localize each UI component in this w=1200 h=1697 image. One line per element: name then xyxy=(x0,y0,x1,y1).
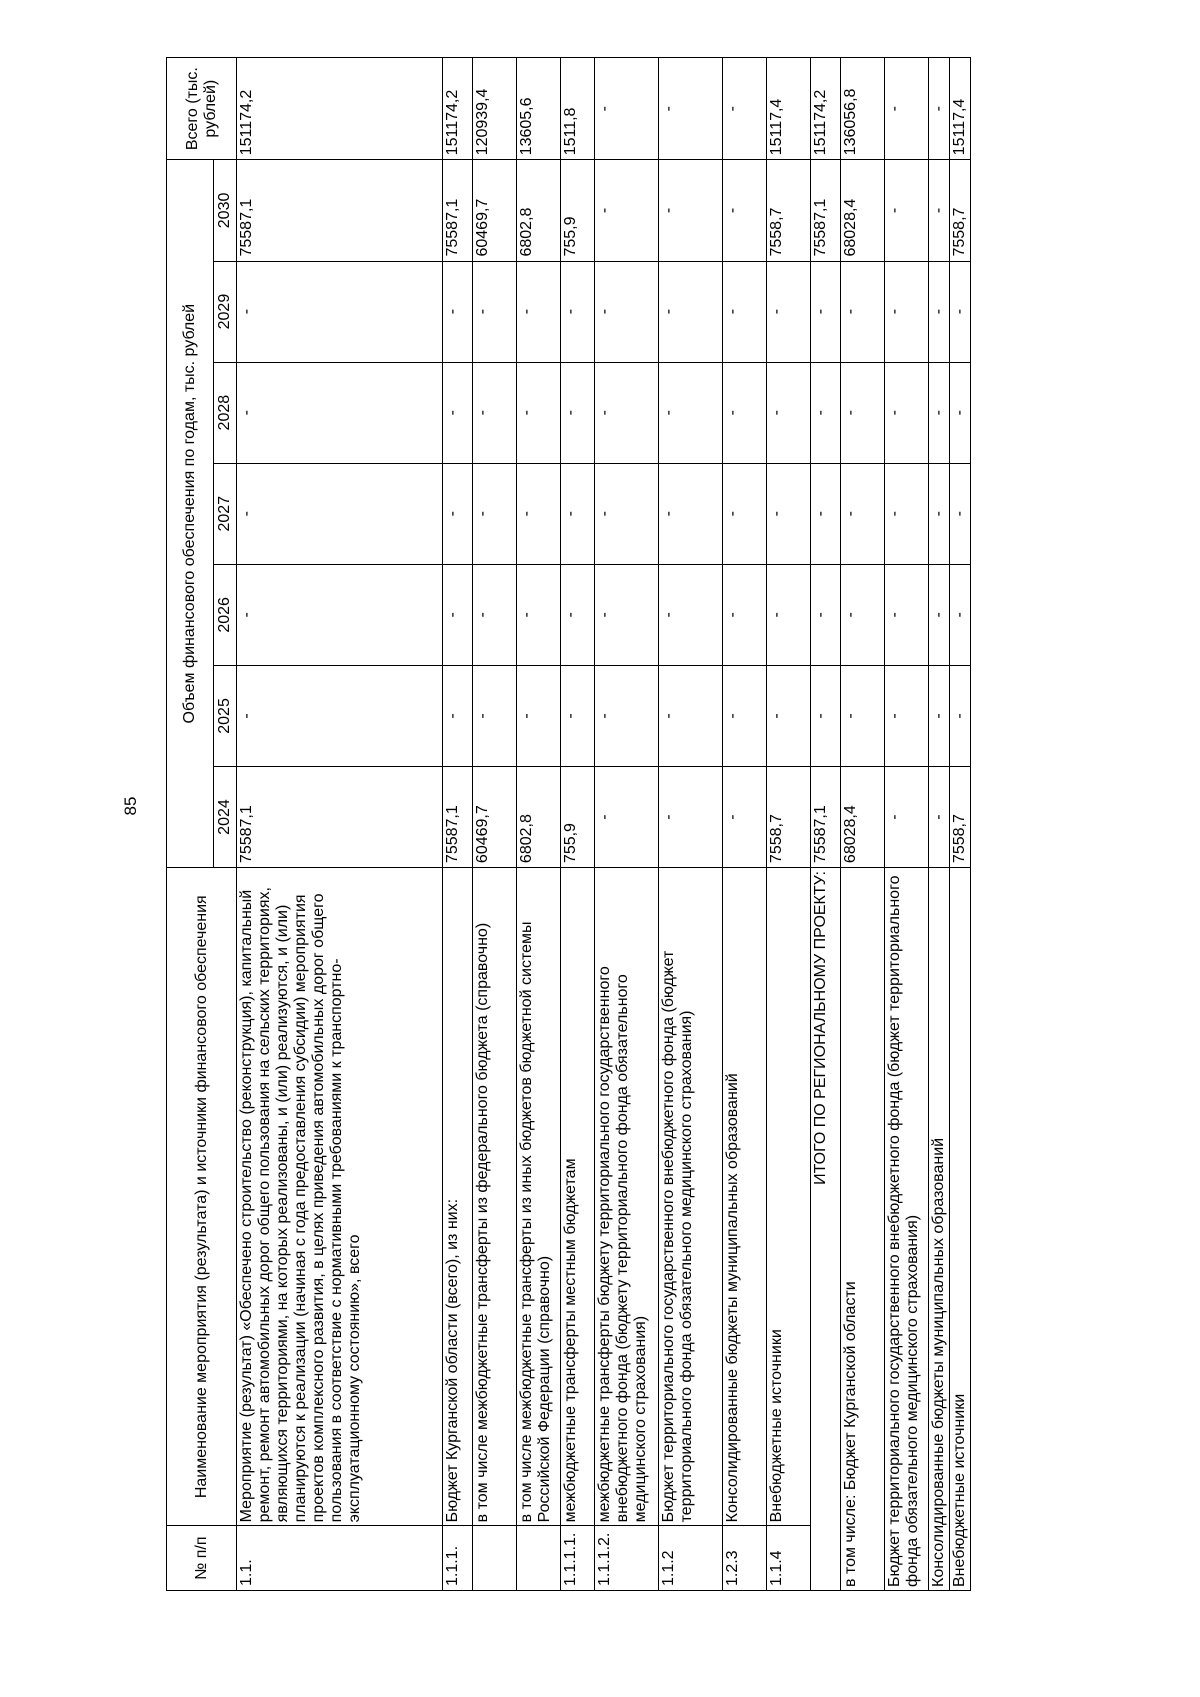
summary-year-value: - xyxy=(841,665,885,766)
row-total: 151174,2 xyxy=(237,58,443,160)
row-year-value: - xyxy=(659,766,723,867)
row-total: - xyxy=(595,58,659,160)
row-year-value: 7558,7 xyxy=(767,160,811,261)
row-year-value: 755,9 xyxy=(561,160,595,261)
row-year-value: - xyxy=(517,463,561,564)
summary-year-value: 75587,1 xyxy=(811,766,841,867)
header-total: Всего (тыс. рублей) xyxy=(167,58,237,160)
row-year-value: - xyxy=(595,766,659,867)
row-year-value: - xyxy=(659,160,723,261)
row-year-value: - xyxy=(237,665,443,766)
summary-year-value: - xyxy=(950,665,971,766)
header-year: 2028 xyxy=(214,362,237,463)
summary-year-value: - xyxy=(841,463,885,564)
row-total: 151174,2 xyxy=(443,58,473,160)
summary-year-value: - xyxy=(950,362,971,463)
summary-year-value: - xyxy=(885,362,929,463)
row-year-value: - xyxy=(517,564,561,665)
row-year-value: - xyxy=(237,261,443,362)
summary-row xyxy=(841,58,885,1591)
row-name: Внебюджетные источники xyxy=(767,868,811,1526)
summary-year-value: 75587,1 xyxy=(811,160,841,261)
row-year-value: - xyxy=(561,564,595,665)
summary-year-value: - xyxy=(841,564,885,665)
summary-year-value: - xyxy=(811,261,841,362)
row-number: 1.2.3 xyxy=(723,1526,767,1591)
table-body xyxy=(237,58,971,1591)
header-volume: Объем финансового обеспечения по годам, тыс. рублей xyxy=(167,160,214,868)
summary-total: 15117,4 xyxy=(950,58,971,160)
summary-year-value: 7558,7 xyxy=(950,766,971,867)
row-year-value: - xyxy=(517,362,561,463)
table-row xyxy=(767,58,811,1591)
row-year-value: - xyxy=(473,665,517,766)
summary-name: Консолидированные бюджеты муниципальных образований xyxy=(929,868,950,1591)
row-number: 1.1.2 xyxy=(659,1526,723,1591)
row-year-value: - xyxy=(443,362,473,463)
summary-year-value: - xyxy=(885,261,929,362)
row-year-value: 6802,8 xyxy=(517,766,561,867)
header-year: 2025 xyxy=(214,665,237,766)
header-year: 2024 xyxy=(214,766,237,867)
row-year-value: - xyxy=(723,665,767,766)
row-year-value: 75587,1 xyxy=(443,766,473,867)
header-year: 2027 xyxy=(214,463,237,564)
row-total: 120939,4 xyxy=(473,58,517,160)
summary-year-value: - xyxy=(841,362,885,463)
row-year-value: - xyxy=(517,261,561,362)
summary-year-value: - xyxy=(950,564,971,665)
rotated-table-wrapper xyxy=(166,57,1077,1591)
page-number: 85 xyxy=(121,796,140,816)
row-total: - xyxy=(723,58,767,160)
row-year-value: - xyxy=(237,463,443,564)
row-name: Бюджет территориального государственного внебюджетного фонда (бюджет территориального фонда обязательного медицинского страхования) xyxy=(659,868,723,1526)
row-year-value: - xyxy=(443,261,473,362)
row-year-value: - xyxy=(595,261,659,362)
row-year-value: - xyxy=(767,261,811,362)
row-number: 1.1. xyxy=(237,1526,443,1591)
row-year-value: - xyxy=(767,665,811,766)
summary-year-value: - xyxy=(929,160,950,261)
summary-year-value: - xyxy=(929,665,950,766)
row-year-value: - xyxy=(443,463,473,564)
row-total: - xyxy=(659,58,723,160)
table-row xyxy=(237,58,443,1591)
row-year-value: - xyxy=(473,362,517,463)
row-year-value: - xyxy=(473,564,517,665)
row-year-value: 60469,7 xyxy=(473,766,517,867)
summary-year-value: - xyxy=(841,261,885,362)
summary-total: - xyxy=(929,58,950,160)
summary-year-value: - xyxy=(929,463,950,564)
header-name: Наименование мероприятия (результата) и источники финансового обеспечения xyxy=(167,868,237,1526)
row-year-value: - xyxy=(595,564,659,665)
row-year-value: - xyxy=(659,362,723,463)
row-year-value: - xyxy=(723,362,767,463)
summary-year-value: - xyxy=(811,665,841,766)
summary-name: ИТОГО ПО РЕГИОНАЛЬНОМУ ПРОЕКТУ: xyxy=(811,868,841,1591)
row-number xyxy=(473,1526,517,1591)
summary-year-value: - xyxy=(929,261,950,362)
row-year-value: - xyxy=(659,665,723,766)
table-row xyxy=(561,58,595,1591)
row-year-value: - xyxy=(723,564,767,665)
row-year-value: - xyxy=(473,463,517,564)
row-year-value: - xyxy=(561,665,595,766)
table-row xyxy=(723,58,767,1591)
summary-year-value: - xyxy=(885,564,929,665)
summary-year-value: - xyxy=(885,766,929,867)
row-year-value: 75587,1 xyxy=(237,766,443,867)
row-year-value: - xyxy=(473,261,517,362)
summary-year-value: - xyxy=(929,362,950,463)
summary-year-value: - xyxy=(811,463,841,564)
row-year-value: - xyxy=(659,261,723,362)
summary-year-value: - xyxy=(885,665,929,766)
summary-year-value: 68028,4 xyxy=(841,160,885,261)
row-year-value: 755,9 xyxy=(561,766,595,867)
row-year-value: - xyxy=(561,261,595,362)
summary-year-value: 68028,4 xyxy=(841,766,885,867)
row-year-value: - xyxy=(723,766,767,867)
header-year: 2029 xyxy=(214,261,237,362)
header-num: № п/п xyxy=(167,1526,237,1591)
row-year-value: - xyxy=(443,564,473,665)
row-name: Бюджет Курганской области (всего), из них: xyxy=(443,868,473,1526)
row-year-value: - xyxy=(595,362,659,463)
summary-year-value: - xyxy=(950,463,971,564)
row-total: 13605,6 xyxy=(517,58,561,160)
row-year-value: - xyxy=(595,665,659,766)
header-year: 2026 xyxy=(214,564,237,665)
row-year-value: - xyxy=(767,463,811,564)
summary-year-value: - xyxy=(950,261,971,362)
row-total: 15117,4 xyxy=(767,58,811,160)
row-year-value: - xyxy=(723,160,767,261)
table-row xyxy=(659,58,723,1591)
table-row xyxy=(443,58,473,1591)
row-year-value: - xyxy=(561,463,595,564)
summary-name: Внебюджетные источники xyxy=(950,868,971,1591)
row-year-value: - xyxy=(237,362,443,463)
row-year-value: 6802,8 xyxy=(517,160,561,261)
row-name: Мероприятие (результат) «Обеспечено строительство (реконструкция), капитальный ремонт, ремонт автомобильных дорог общего пользования на сельских территориях, являющихся территориями, на которых реализованы, и (или) реализуются, и (или) планируются к реализации (начиная с года предоставления субсидии) мероприятия проектов комплексного развития, в целях приведения автомобильных дорог общего пользования в соответствие с нормативными требованиями к транспортно-эксплуатационному состоянию», всего xyxy=(237,868,443,1526)
summary-name: в том числе: Бюджет Курганской области xyxy=(841,868,885,1591)
row-year-value: - xyxy=(659,463,723,564)
row-year-value: - xyxy=(723,261,767,362)
row-year-value: - xyxy=(561,362,595,463)
table-row xyxy=(595,58,659,1591)
financing-table xyxy=(166,57,971,1591)
summary-row xyxy=(929,58,950,1591)
row-year-value: - xyxy=(659,564,723,665)
row-name: Консолидированные бюджеты муниципальных образований xyxy=(723,868,767,1526)
summary-year-value: - xyxy=(929,766,950,867)
row-name: в том числе межбюджетные трансферты из иных бюджетов бюджетной системы Российской Федерации (справочно) xyxy=(517,868,561,1526)
row-year-value: - xyxy=(595,463,659,564)
row-year-value: 75587,1 xyxy=(443,160,473,261)
row-number: 1.1.1.2. xyxy=(595,1526,659,1591)
summary-name: Бюджет территориального государственного внебюджетного фонда (бюджет территориального фонда обязательного медицинского страхования) xyxy=(885,868,929,1591)
summary-year-value: - xyxy=(929,564,950,665)
summary-row xyxy=(950,58,971,1591)
summary-row xyxy=(885,58,929,1591)
table-row xyxy=(473,58,517,1591)
row-number: 1.1.1. xyxy=(443,1526,473,1591)
summary-total: 151174,2 xyxy=(811,58,841,160)
row-number: 1.1.1.1. xyxy=(561,1526,595,1591)
summary-year-value: - xyxy=(811,564,841,665)
row-year-value: 60469,7 xyxy=(473,160,517,261)
row-year-value: - xyxy=(595,160,659,261)
table-row xyxy=(517,58,561,1591)
row-name: межбюджетные трансферты местным бюджетам xyxy=(561,868,595,1526)
row-number: 1.1.4 xyxy=(767,1526,811,1591)
row-name: в том числе межбюджетные трансферты из федерального бюджета (справочно) xyxy=(473,868,517,1526)
row-number xyxy=(517,1526,561,1591)
summary-total: 136056,8 xyxy=(841,58,885,160)
header-year: 2030 xyxy=(214,160,237,261)
row-year-value: 7558,7 xyxy=(767,766,811,867)
row-year-value: - xyxy=(443,665,473,766)
row-name: межбюджетные трансферты бюджету территориального государственного внебюджетного фонда (бюджету территориального фонда обязательного медицинского страхования) xyxy=(595,868,659,1526)
summary-row xyxy=(811,58,841,1591)
row-year-value: - xyxy=(517,665,561,766)
row-year-value: - xyxy=(767,362,811,463)
summary-year-value: - xyxy=(885,160,929,261)
summary-year-value: 7558,7 xyxy=(950,160,971,261)
row-year-value: 75587,1 xyxy=(237,160,443,261)
row-year-value: - xyxy=(723,463,767,564)
summary-year-value: - xyxy=(811,362,841,463)
row-total: 1511,8 xyxy=(561,58,595,160)
row-year-value: - xyxy=(237,564,443,665)
row-year-value: - xyxy=(767,564,811,665)
summary-total: - xyxy=(885,58,929,160)
summary-year-value: - xyxy=(885,463,929,564)
